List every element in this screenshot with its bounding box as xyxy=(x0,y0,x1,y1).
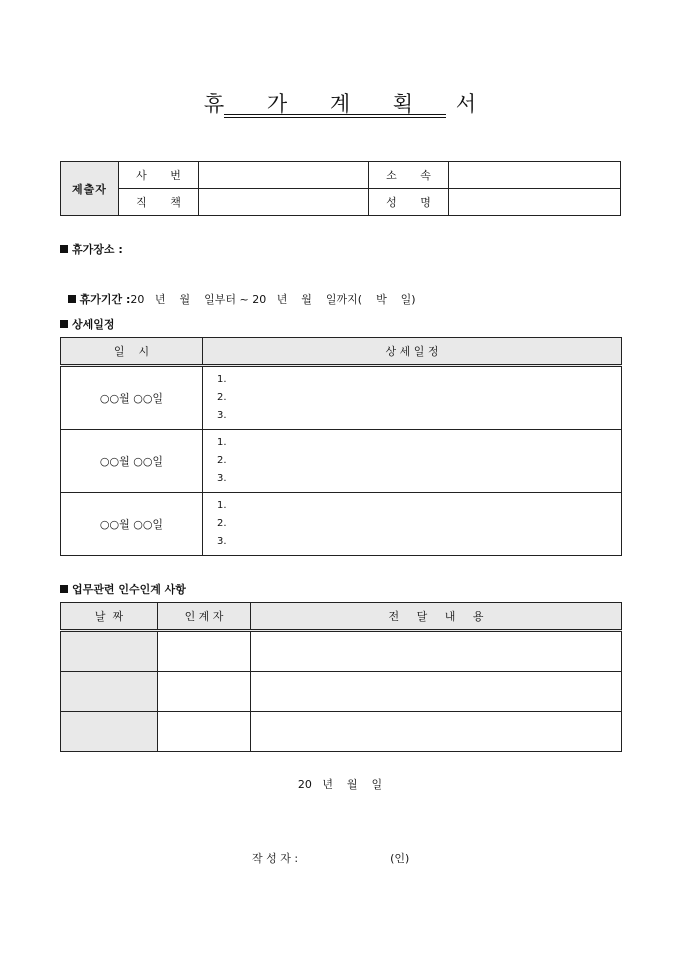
handover-header-date: 날 짜 xyxy=(61,603,158,631)
signature-row xyxy=(252,850,409,866)
department-label: 소 속 xyxy=(369,162,449,189)
table-row xyxy=(61,672,622,712)
schedule-detail[interactable] xyxy=(203,366,622,430)
detail-line: 2. xyxy=(217,518,227,529)
seal-mark: (인) xyxy=(390,852,410,865)
handover-content[interactable] xyxy=(251,631,622,672)
footer-date: 20 년 월 일 xyxy=(297,778,383,791)
handover-table xyxy=(60,602,622,752)
detail-line: 1. xyxy=(217,437,227,448)
title-underline-top xyxy=(224,114,446,115)
employee-no-field[interactable] xyxy=(199,162,369,189)
schedule-detail[interactable] xyxy=(203,493,622,556)
schedule-detail[interactable] xyxy=(203,430,622,493)
detail-line: 3. xyxy=(217,536,227,547)
submitter-table xyxy=(60,161,621,216)
position-label: 직 책 xyxy=(119,189,199,216)
schedule-section-label: 상세일정 xyxy=(72,318,115,331)
handover-content[interactable] xyxy=(251,712,622,752)
document-title: 휴 가 계 획 서 xyxy=(203,92,495,116)
handover-header-content: 전 달 내 용 xyxy=(251,603,622,631)
table-row xyxy=(61,430,622,493)
schedule-date: ○○월 ○○일 xyxy=(61,493,203,556)
schedule-table xyxy=(60,337,622,556)
schedule-date: ○○월 ○○일 xyxy=(61,366,203,430)
period-text: 20 년 월 일부터 ~ 20 년 월 일까지( 박 일) xyxy=(130,293,416,306)
submitter-label: 제출자 xyxy=(61,162,119,216)
handover-person[interactable] xyxy=(158,631,251,672)
handover-date[interactable] xyxy=(61,672,158,712)
writer-label: 작 성 자 : xyxy=(252,852,299,865)
handover-date[interactable] xyxy=(61,631,158,672)
detail-line: 2. xyxy=(217,392,227,403)
schedule-header-date: 일 시 xyxy=(61,338,203,366)
bullet-square-icon xyxy=(60,585,68,593)
handover-date[interactable] xyxy=(61,712,158,752)
detail-line: 1. xyxy=(217,500,227,511)
handover-person[interactable] xyxy=(158,672,251,712)
bullet-square-icon xyxy=(60,320,68,328)
schedule-section-heading xyxy=(60,316,115,332)
detail-line: 2. xyxy=(217,455,227,466)
employee-no-label: 사 번 xyxy=(119,162,199,189)
name-label: 성 명 xyxy=(369,189,449,216)
title-underline-bottom xyxy=(224,117,446,118)
table-row xyxy=(61,631,622,672)
bullet-square-icon xyxy=(60,245,68,253)
location-row xyxy=(60,241,123,257)
handover-person[interactable] xyxy=(158,712,251,752)
detail-line: 1. xyxy=(217,374,227,385)
detail-line: 3. xyxy=(217,410,227,421)
handover-section-label: 업무관련 인수인계 사항 xyxy=(72,583,186,596)
name-field[interactable] xyxy=(449,189,621,216)
location-label: 휴가장소 : xyxy=(72,243,123,256)
schedule-header-detail: 상 세 일 정 xyxy=(203,338,622,366)
table-row xyxy=(61,493,622,556)
period-row xyxy=(60,278,416,307)
schedule-date: ○○월 ○○일 xyxy=(61,430,203,493)
table-row xyxy=(61,366,622,430)
handover-section-heading xyxy=(60,581,186,597)
bullet-square-icon xyxy=(68,295,76,303)
handover-header-person: 인 계 자 xyxy=(158,603,251,631)
table-row xyxy=(61,712,622,752)
position-field[interactable] xyxy=(199,189,369,216)
period-label: 휴가기간 : xyxy=(79,293,131,306)
department-field[interactable] xyxy=(449,162,621,189)
handover-content[interactable] xyxy=(251,672,622,712)
detail-line: 3. xyxy=(217,473,227,484)
